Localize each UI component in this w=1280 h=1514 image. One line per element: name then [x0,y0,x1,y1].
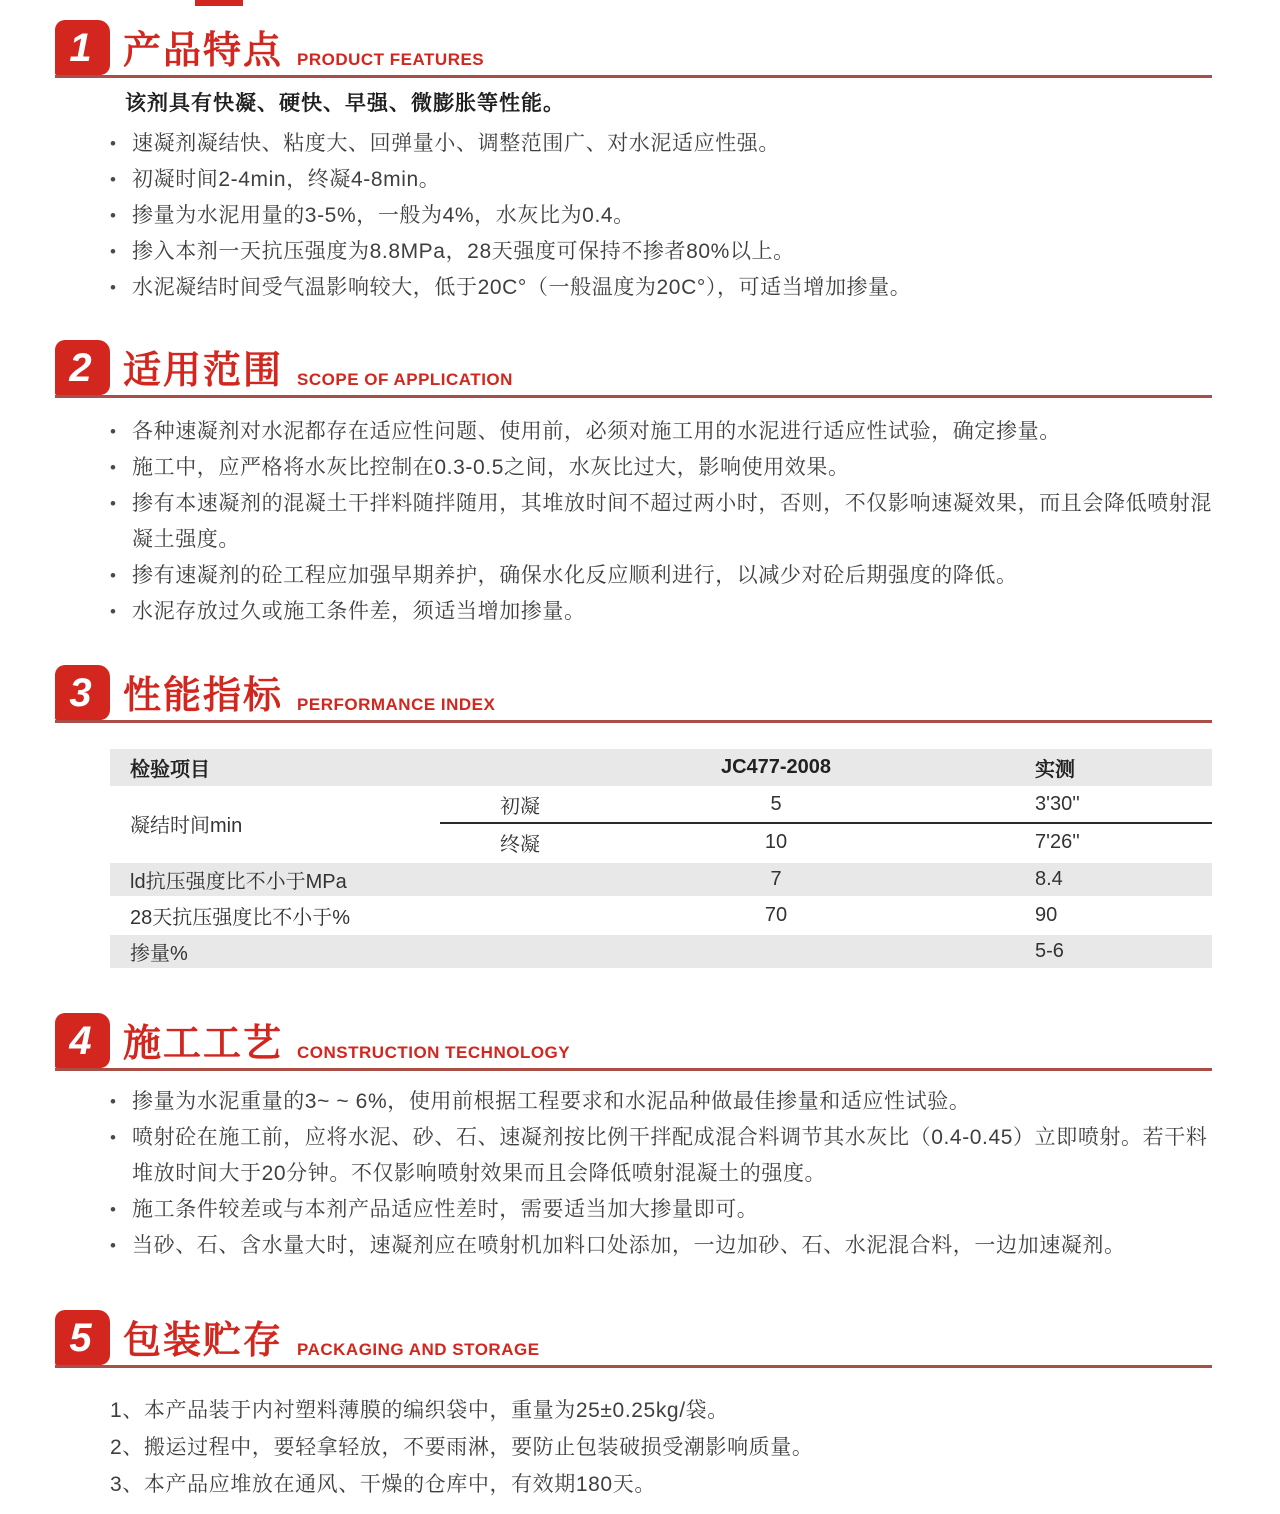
cell-measured-value: 8.4 [932,862,1212,898]
cell-standard-value: 5 [620,786,932,823]
cell-measured-value: 7'26'' [1035,830,1080,853]
bullet-list [110,126,1212,306]
table-row [110,898,1212,934]
bullet-text: 水泥存放过久或施工条件差，须适当增加掺量。 [132,600,586,623]
list-item [110,1228,1212,1264]
top-edge-red-mark [195,0,243,6]
section-number: 1 [69,25,92,70]
list-item: 1、本产品装于内衬塑料薄膜的编织袋中，重量为25±0.25kg/袋。 [110,1399,729,1422]
list-item [110,1084,1212,1120]
row-label: 掺量% [110,934,620,970]
bullet-icon: • [110,278,116,297]
bullet-text: 掺有本速凝剂的混凝土干拌料随拌随用，其堆放时间不超过两小时，否则，不仅影响速凝效果，而且会降低喷射混凝土强度。 [132,492,1212,551]
section-title: 包装贮存 [123,1320,284,1362]
section-header [55,665,1212,723]
bullet-text: 掺有速凝剂的砼工程应加强早期养护，确保水化反应顺利进行，以减少对砼后期强度的降低。 [132,564,1018,587]
section-scope-of-application [55,340,1212,630]
table-row [110,786,1212,823]
bullet-icon: • [110,134,116,153]
section-subtitle: PRODUCT FEATURES [297,50,485,69]
list-item [110,198,1212,234]
section-number-badge [55,665,110,720]
section-subtitle: PERFORMANCE INDEX [297,695,496,714]
list-item [110,1120,1212,1192]
bullet-icon: • [110,1128,116,1147]
section-number-badge [55,340,110,395]
bullet-list [110,1084,1212,1264]
bullet-text: 施工中，应严格将水灰比控制在0.3-0.5之间，水灰比过大，影响使用效果。 [132,456,850,479]
section-number: 2 [69,345,92,390]
section-title: 性能指标 [123,675,284,717]
bullet-icon: • [110,1236,116,1255]
cell-standard-value: 70 [764,904,788,926]
bullet-icon: • [110,494,116,513]
section-title: 适用范围 [123,350,284,392]
bullet-icon: • [110,1092,116,1111]
list-item [110,234,1212,270]
list-item [110,126,1212,162]
list-item [110,270,1212,306]
section-subtitle: SCOPE OF APPLICATION [297,370,513,389]
bullet-list [110,414,1212,630]
row-group-label: 凝结时间min [130,814,243,837]
col-header-standard: JC477-2008 [620,749,932,786]
list-item: 3、本产品应堆放在通风、干燥的仓库中，有效期180天。 [110,1473,656,1496]
numbered-list [110,1392,1212,1503]
bullet-text: 施工条件较差或与本剂产品适应性差时，需要适当加大掺量即可。 [132,1198,759,1221]
col-header-measured: 实测 [932,749,1212,786]
col-header-item: 检验项目 [110,749,440,786]
cell-standard-value: 10 [764,830,788,853]
table-header-row [110,749,1212,786]
section-intro: 该剂具有快凝、硬快、早强、微膨胀等性能。 [125,92,565,115]
cell-sub-label: 终凝 [500,833,540,856]
list-item [110,594,1212,630]
list-item [110,450,1212,486]
section-number: 4 [69,1018,92,1063]
cell-measured-value: 5-6 [932,934,1212,970]
cell-measured-value: 3'30'' [932,786,1212,823]
section-number-badge [55,1013,110,1068]
section-number: 5 [69,1315,92,1360]
section-header [55,340,1212,398]
cell-measured-value: 90 [1035,904,1058,926]
section-packaging-and-storage [55,1310,1212,1503]
bullet-text: 初凝时间2-4min，终凝4-8min。 [132,168,441,191]
bullet-text: 当砂、石、含水量大时，速凝剂应在喷射机加料口处添加，一边加砂、石、水泥混合料，一边加速凝剂。 [132,1234,1126,1257]
section-header [55,1013,1212,1071]
bullet-icon: • [110,170,116,189]
list-item [110,558,1212,594]
bullet-text: 喷射砼在施工前，应将水泥、砂、石、速凝剂按比例干拌配成混合料调节其水灰比（0.4-0.45）立即喷射。若干料堆放时间大于20分钟。不仅影响喷射效果而且会降低喷射混凝土的强度。 [132,1126,1208,1185]
cell-sub-label: 初凝 [440,786,620,823]
bullet-icon: • [110,602,116,621]
cell-standard-value [620,934,932,970]
performance-table [110,749,1212,971]
section-header [55,20,1212,78]
section-number: 3 [69,670,92,715]
table-row [110,934,1212,970]
bullet-icon: • [110,206,116,225]
bullet-text: 掺量为水泥用量的3-5%，一般为4%，水灰比为0.4。 [132,204,635,227]
section-number-badge [55,1310,110,1365]
bullet-text: 速凝剂凝结快、粘度大、回弹量小、调整范围广、对水泥适应性强。 [132,132,780,155]
bullet-text: 水泥凝结时间受气温影响较大，低于20C°（一般温度为20C°），可适当增加掺量。 [132,276,912,299]
cell-standard-value: 7 [620,862,932,898]
bullet-icon: • [110,458,116,477]
section-title: 施工工艺 [123,1023,284,1065]
bullet-icon: • [110,242,116,261]
list-item: 2、搬运过程中，要轻拿轻放，不要雨淋，要防止包装破损受潮影响质量。 [110,1436,814,1459]
bullet-text: 掺入本剂一天抗压强度为8.8MPa，28天强度可保持不掺者80%以上。 [132,240,795,263]
col-header-blank [440,749,620,786]
bullet-text: 各种速凝剂对水泥都存在适应性问题、使用前，必须对施工用的水泥进行适应性试验，确定掺量。 [132,420,1061,443]
bullet-text: 掺量为水泥重量的3~ ~ 6%，使用前根据工程要求和水泥品种做最佳掺量和适应性试验。 [132,1090,971,1113]
bullet-icon: • [110,422,116,441]
list-item [110,1192,1212,1228]
section-construction-technology [55,1013,1212,1264]
bullet-icon: • [110,566,116,585]
section-subtitle: CONSTRUCTION TECHNOLOGY [297,1043,571,1062]
section-header [55,1310,1212,1368]
bullet-icon: • [110,1200,116,1219]
table-row [110,862,1212,898]
section-performance-index [55,665,1212,971]
row-label: 28天抗压强度比不小于% [130,907,351,929]
row-label: ld抗压强度比不小于MPa [110,862,620,898]
section-title: 产品特点 [123,30,284,72]
section-subtitle: PACKAGING AND STORAGE [297,1340,540,1359]
section-number-badge [55,20,110,75]
list-item [110,414,1212,450]
section-product-features [55,20,1212,306]
list-item [110,486,1212,558]
list-item [110,162,1212,198]
